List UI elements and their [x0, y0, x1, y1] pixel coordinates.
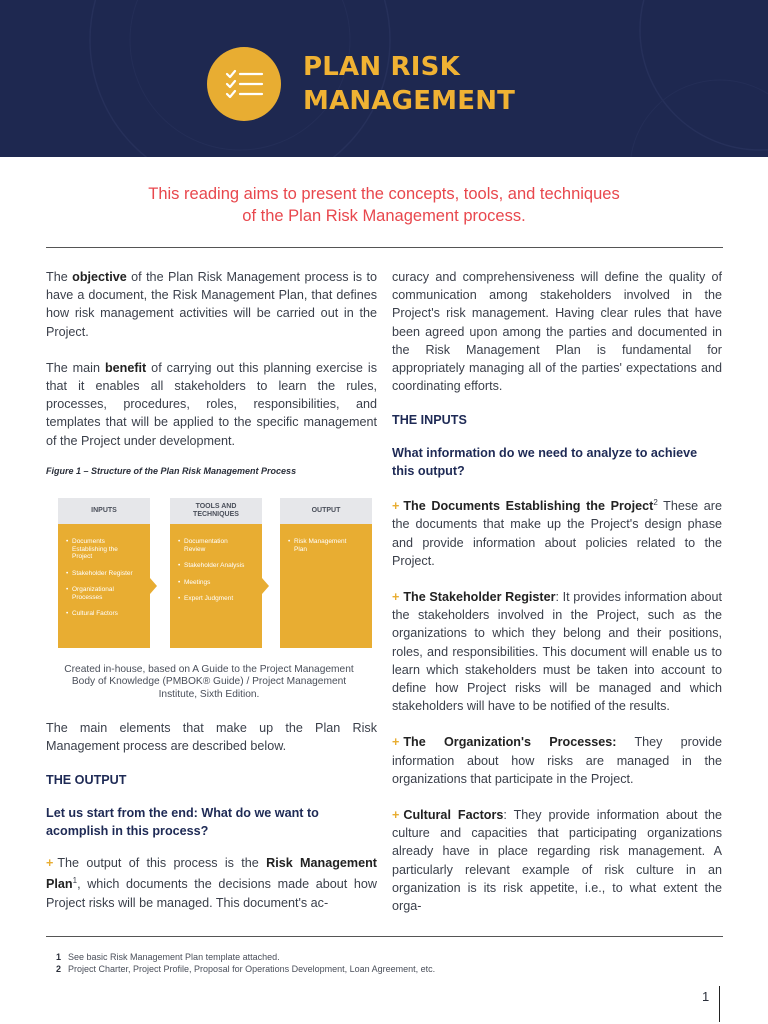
benefit-term: benefit: [104, 360, 147, 375]
benefit-paragraph: [46, 359, 377, 450]
figure-credit: Created in-house, based on A Guide to the Project Management Body of Knowledge (PMBOK® Guide) / Project Management Institute, Sixth Edition.: [64, 664, 354, 700]
objective-term: objective: [72, 270, 127, 284]
intro-statement: [60, 183, 708, 227]
organization-term: The Organization's Processes:: [403, 735, 617, 750]
text: : They provide information about the culture and capacities that participating organizations already have in place regarding risk management. A particularly relevant example of risk culture in an organization is its risk appetite, i.e., to what extent the orga-: [392, 808, 722, 914]
list-item: • Cultural Factors: [66, 610, 138, 618]
text: , which documents the decisions made about how Project risks will be managed. This document's ac-: [46, 877, 377, 910]
footnote-number: 1: [56, 952, 62, 962]
footnote-text: Project Charter, Project Profile, Proposal for Operations Development, Loan Agreement, etc.: [68, 964, 436, 974]
text: The: [46, 270, 73, 284]
inputs-box: [58, 498, 150, 648]
list-item: • Documents Establishing the Project: [66, 538, 138, 561]
left-column-continued: [46, 719, 377, 912]
output-paragraph: [46, 854, 377, 912]
output-list: [288, 538, 360, 562]
plus-icon: +: [392, 735, 400, 750]
output-question: Let us start from the end: What do we want to acomplish in this process?: [46, 805, 319, 838]
text: These are the documents that make up the Project's design phase and provide information about policies related to the Project.: [392, 499, 722, 568]
plus-icon: +: [392, 590, 400, 605]
process-figure: [58, 498, 378, 648]
page-header: [0, 0, 768, 157]
tools-list: [178, 538, 250, 612]
objective-paragraph: [46, 268, 377, 341]
text: The output of this process is the: [57, 856, 267, 871]
inputs-heading: THE INPUTS: [392, 413, 467, 428]
stakeholder-term: The Stakeholder Register: [403, 590, 556, 605]
cultural-paragraph: [392, 806, 722, 915]
cultural-term: Cultural Factors: [403, 808, 504, 823]
inputs-question: What information do we need to analyze to achieve this output?: [392, 445, 698, 478]
left-column: [46, 268, 377, 450]
stakeholder-paragraph: [392, 588, 722, 715]
list-item: • Risk Management Plan: [288, 538, 360, 553]
right-column: [392, 268, 722, 915]
footnote-divider: [46, 936, 723, 937]
output-heading: THE OUTPUT: [46, 773, 127, 788]
documents-term: The Documents Establishing the Project: [403, 499, 654, 514]
checklist-icon: [207, 47, 281, 121]
continued-paragraph: curacy and comprehensiveness will define the quality of communication among stakeholders involved in the Project's risk management. Having clear rules that have been agreed upon among the parties and documented in the Risk Management Plan is fundamental for appropriately managing all of the parties' expectations and coordinating efforts.: [392, 270, 722, 394]
footnote-1: [56, 952, 280, 963]
output-header: OUTPUT: [280, 498, 372, 524]
page-number: 1: [702, 989, 710, 1004]
risk-plan-term: Risk Management Plan: [46, 856, 378, 892]
footnote-ref: 1: [72, 876, 78, 886]
page-title: [303, 50, 515, 118]
title-line-1: PLAN RISK: [303, 52, 460, 82]
inputs-header: INPUTS: [58, 498, 150, 524]
footnote-ref: 2: [653, 498, 658, 508]
elements-paragraph: The main elements that make up the Plan Risk Management process are described below.: [46, 721, 377, 754]
plus-icon: +: [46, 856, 54, 871]
text: : It provides information about the stakeholders involved in the Project, such as the organizations to which they belong and their positions, roles, and responsibilities. This document will enable us to learn which stakeholders must be taken into account to define how Project risks will be managed and which stakeholders will have to be notified of the results.: [392, 590, 722, 714]
text: of the Plan Risk Management process is to have a document, the Risk Management Plan, that defines how risk management activities will be carried out in the Project.: [46, 270, 377, 339]
footnote-text: See basic Risk Management Plan template attached.: [68, 952, 280, 962]
plus-icon: +: [392, 499, 400, 514]
organization-paragraph: [392, 733, 722, 788]
list-item: • Organizational Processes: [66, 586, 138, 601]
text: of carrying out this planning exercise is that it enables all stakeholders to learn the rules, processes, procedures, roles, responsibilities, and templates that will be applied to the specific management of the Project under development.: [46, 360, 377, 448]
tools-header-line-2: TECHNIQUES: [193, 511, 239, 518]
page-number-bar: [719, 986, 720, 1022]
tools-header-line-1: TOOLS AND: [195, 503, 237, 510]
footnote-2: [56, 964, 435, 975]
documents-paragraph: [392, 494, 722, 570]
list-item: • Documentation Review: [178, 538, 250, 553]
output-box: [280, 498, 372, 648]
text: They provide information about how risks are managed in the organizations that participate in the Project.: [392, 735, 722, 786]
list-item: • Meetings: [178, 579, 250, 587]
text: The main: [46, 360, 105, 375]
plus-icon: +: [392, 808, 400, 823]
figure-caption: Figure 1 – Structure of the Plan Risk Management Process: [46, 466, 297, 476]
list-item: • Stakeholder Analysis: [178, 562, 250, 570]
tools-header: [170, 498, 262, 524]
inputs-list: [66, 538, 138, 627]
list-item: • Expert Judgment: [178, 595, 250, 603]
intro-line-2: of the Plan Risk Management process.: [242, 207, 526, 225]
intro-line-1: This reading aims to present the concepts, tools, and techniques: [148, 185, 620, 203]
footnote-number: 2: [56, 964, 62, 974]
tools-box: [170, 498, 262, 648]
list-item: • Stakeholder Register: [66, 570, 138, 578]
title-line-2: MANAGEMENT: [303, 86, 516, 116]
divider: [46, 247, 723, 248]
